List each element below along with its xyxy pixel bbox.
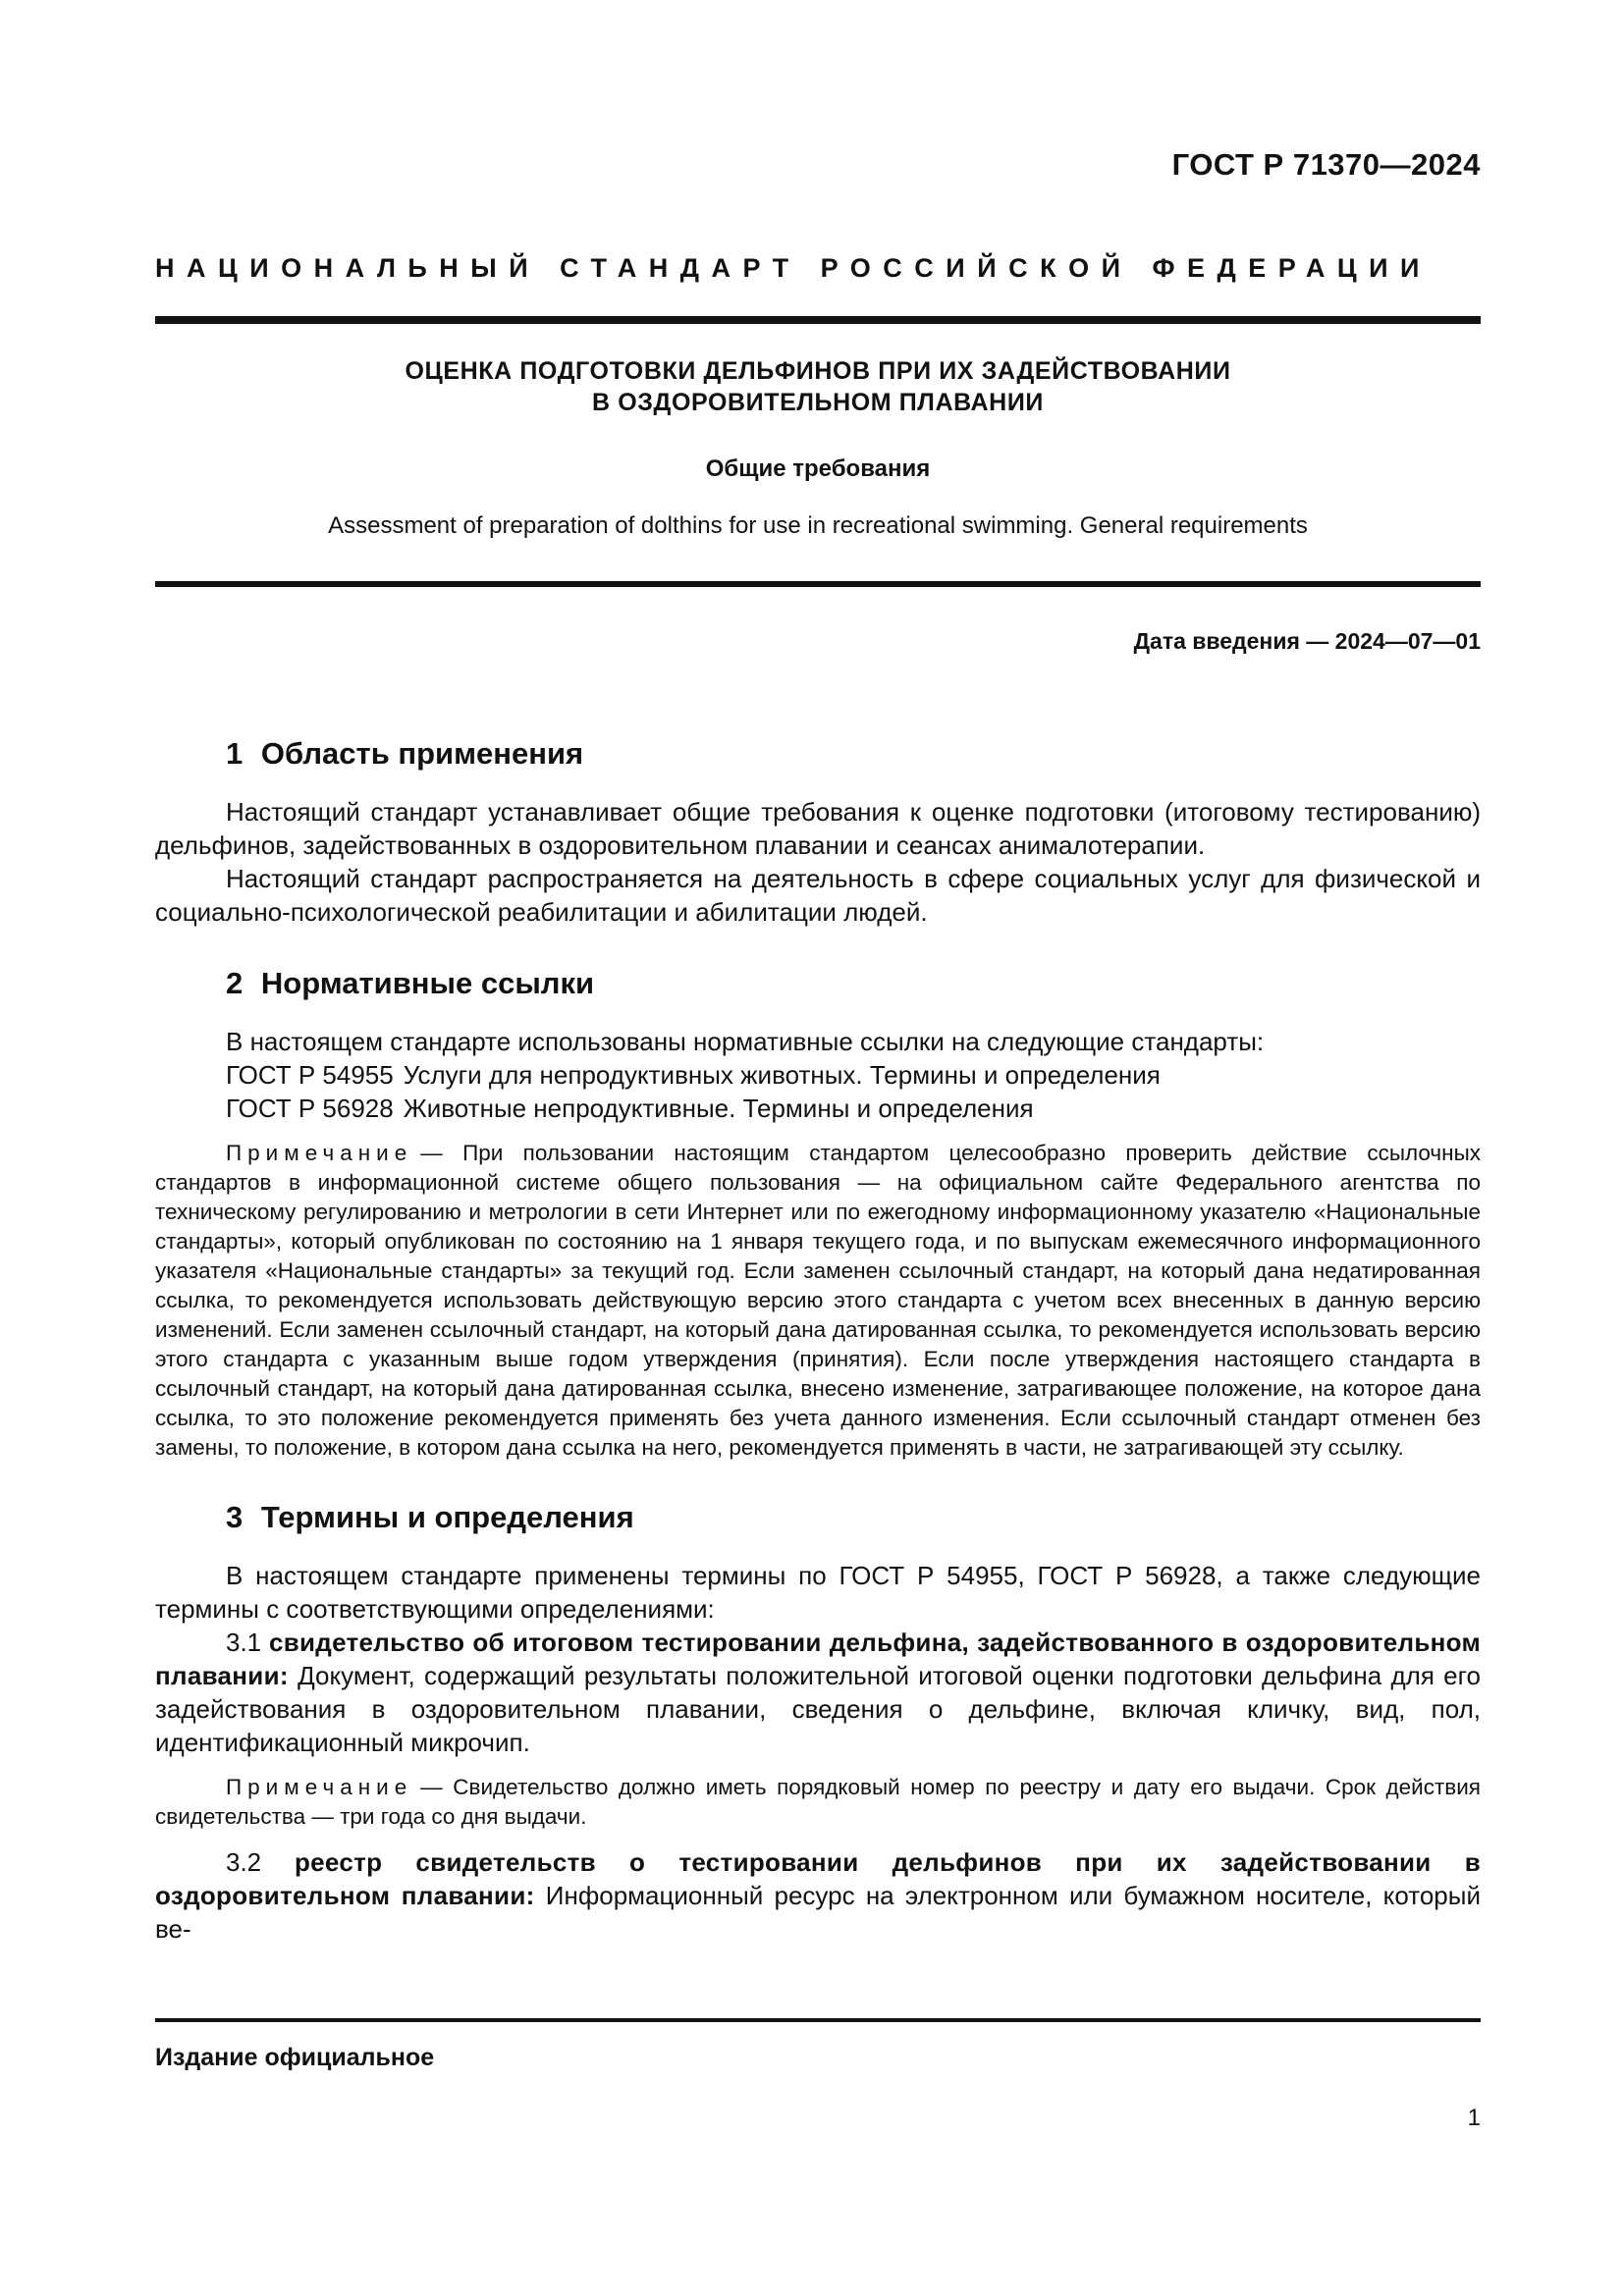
section-3-number: 3 [226, 1500, 244, 1534]
divider-title [155, 581, 1481, 587]
document-body [155, 734, 1481, 1946]
section-2-heading [226, 964, 1481, 1003]
reference-code: ГОСТ Р 54955 [226, 1060, 394, 1090]
reference-code: ГОСТ Р 56928 [226, 1094, 394, 1123]
section-3-intro: В настоящем стандарте применены термины по ГОСТ Р 54955, ГОСТ Р 56928, а также следующие термины с соответствующими определениями: [155, 1561, 1481, 1624]
reference-text: Услуги для непродуктивных животных. Термины и определения [403, 1060, 1161, 1090]
section-1-paragraph-1: Настоящий стандарт устанавливает общие требования к оценке подготовки (итоговому тестированию) дельфинов, задействованных в оздоровительном плавании и сеансах анималотерапии. [155, 797, 1481, 860]
term-3-2-definition: Информационный ресурс на электронном или бумажном носителе, который ве- [155, 1881, 1481, 1944]
english-title: Assessment of preparation of dolthins for use in recreational swimming. General requirements [328, 512, 1308, 539]
section-1-title: Область применения [260, 736, 584, 771]
note-label: Примечание [226, 1775, 413, 1799]
divider-footer [155, 2018, 1481, 2022]
document-subtitle: Общие требования [705, 455, 931, 482]
reference-item [155, 1058, 1481, 1092]
reference-item [155, 1092, 1481, 1125]
official-edition-label: Издание официальное [155, 2044, 435, 2071]
section-2-title: Нормативные ссылки [260, 966, 595, 1000]
section-3-title: Термины и определения [260, 1500, 634, 1534]
term-3-1 [155, 1626, 1481, 1759]
note-text: — При пользовании настоящим стандартом целесообразно проверить действие ссылочных стандартов в информационной системе общего пользования — на официальном сайте Федерального агентства по техническому регулированию и метрологии в сети Интернет или по ежегодному информационному указателю «Национальные стандарты», который опубликован по состоянию на 1 января текущего года, и по выпускам ежемесячного информационного указателя «Национальные стандарты» за текущий год. Если заменен ссылочный стандарт, на который дана недатированная ссылка, то рекомендуется использовать действующую версию этого стандарта с учетом всех внесенных в данную версию изменений. Если заменен ссылочный стандарт, на который дана датированная ссылка, то рекомендуется использовать версию этого стандарта с указанным выше годом утверждения (принятия). Если после утверждения настоящего стандарта в ссылочный стандарт, на который дана датированная ссылка, внесено изменение, затрагивающее положение, на которое дана ссылка, то это положение рекомендуется применять без учета данного изменения. Если ссылочный стандарт отменен без замены, то положение, в котором дана ссылка на него, рекомендуется применять в части, не затрагивающей эту ссылку. [155, 1141, 1481, 1460]
title-line-1: ОЦЕНКА ПОДГОТОВКИ ДЕЛЬФИНОВ ПРИ ИХ ЗАДЕЙСТВОВАНИИ [405, 357, 1231, 385]
term-3-2-name: реестр свидетельств о тестировании дельфинов при их задействовании в оздоровительном плавании: [155, 1847, 1481, 1910]
term-3-1-name: свидетельство об итоговом тестировании дельфина, задействованного в оздоровительном плавании: [155, 1628, 1481, 1690]
term-3-1-definition: Документ, содержащий результаты положительной итоговой оценки подготовки дельфина для его задействования в оздоровительном плавании, сведения о дельфине, включая кличку, вид, пол, идентификационный микрочип. [155, 1661, 1481, 1757]
section-1-number: 1 [226, 736, 244, 771]
national-standard-heading: НАЦИОНАЛЬНЫЙ СТАНДАРТ РОССИЙСКОЙ ФЕДЕРАЦИИ [155, 253, 1432, 283]
section-2-intro: В настоящем стандарте использованы нормативные ссылки на следующие стандарты: [226, 1027, 1265, 1056]
term-3-1-note [155, 1773, 1481, 1832]
section-2-note [155, 1139, 1481, 1463]
introduction-date: Дата введения — 2024—07—01 [1133, 628, 1481, 654]
section-1-paragraph-2: Настоящий стандарт распространяется на деятельность в сфере социальных услуг для физической и социально-психологической реабилитации и абилитации людей. [155, 864, 1481, 927]
title-line-2: В ОЗДОРОВИТЕЛЬНОМ ПЛАВАНИИ [592, 389, 1044, 416]
term-3-2-number: 3.2 [226, 1847, 262, 1877]
term-3-2 [155, 1845, 1481, 1946]
term-3-1-number: 3.1 [226, 1628, 262, 1657]
standard-id: ГОСТ Р 71370—2024 [1171, 147, 1481, 182]
divider-top [155, 316, 1481, 324]
note-text: — Свидетельство должно иметь порядковый номер по реестру и дату его выдачи. Срок действия свидетельства — три года со дня выдачи. [155, 1775, 1481, 1829]
note-label: Примечание [226, 1141, 413, 1165]
section-3-heading [226, 1498, 1481, 1537]
section-2-number: 2 [226, 966, 244, 1000]
section-1-heading [226, 734, 1481, 774]
page-number: 1 [1467, 2105, 1481, 2131]
document-title [155, 355, 1481, 418]
reference-text: Животные непродуктивные. Термины и определения [403, 1094, 1034, 1123]
